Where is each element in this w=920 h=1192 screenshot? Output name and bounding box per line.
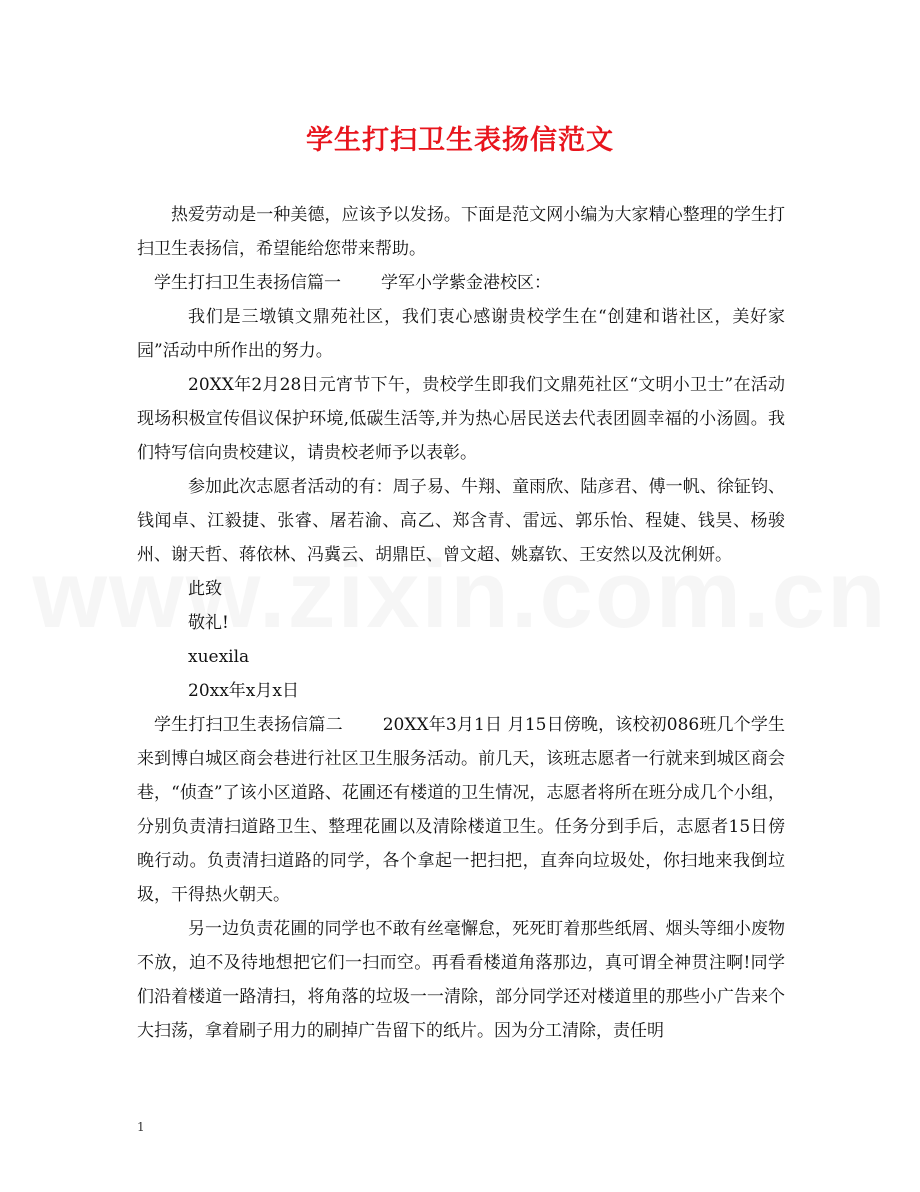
letter1-heading: 学生打扫卫生表扬信篇一 xyxy=(154,273,341,293)
page-number: 1 xyxy=(137,1120,145,1134)
letter1-heading-line xyxy=(137,266,785,300)
letter1-paragraph-3: 参加此次志愿者活动的有：周子易、牛翔、童雨欣、陆彦君、傅一帆、徐钲钧、钱闻卓、江毅捷、张睿、屠若渝、高乙、郑含青、雷远、郭乐怡、程婕、钱昊、杨骏州、谢天哲、蒋依林、冯冀云、胡鼎臣、曾文超、姚嘉钦、王安然以及沈俐妍。 xyxy=(137,477,785,565)
letter1-closing-2: 敬礼! xyxy=(188,613,229,633)
letter1-date: 20xx年x月x日 xyxy=(188,681,299,701)
document-body xyxy=(137,198,785,1048)
letter2-paragraph-1 xyxy=(137,708,785,912)
letter1-paragraph-2: 20XX年2月28日元宵节下午，贵校学生即我们文鼎苑社区“文明小卫士”在活动现场积极宣传倡议保护环境,低碳生活等,并为热心居民送去代表团圆幸福的小汤圆。我们特写信向贵校建议，请贵校老师予以表彰。 xyxy=(137,375,785,463)
letter2-heading: 学生打扫卫生表扬信篇二 xyxy=(154,715,343,735)
letter1-signature: xuexila xyxy=(188,647,250,667)
letter2-paragraph-1-text: 20XX年3月1日 月15日傍晚，该校初086班几个学生来到博白城区商会巷进行社区卫生服务活动。前几天，该班志愿者一行就来到城区商会巷，“侦查”了该小区道路、花圃还有楼道的卫生情况，志愿者将所在班分成几个小组，分别负责清扫道路卫生、整理花圃以及清除楼道卫生。任务分到手后，志愿者15日傍晚行动。负责清扫道路的同学，各个拿起一把扫把，直奔向垃圾处，你扫地来我倒垃圾，干得热火朝天。 xyxy=(137,715,785,905)
document-title: 学生打扫卫生表扬信范文 xyxy=(306,125,614,156)
letter2-paragraph-2: 另一边负责花圃的同学也不敢有丝毫懈怠，死死盯着那些纸屑、烟头等细小废物不放，迫不及待地想把它们一扫而空。再看看楼道角落那边，真可谓全神贯注啊!同学们沿着楼道一路清扫，将角落的垃圾一一清除，部分同学还对楼道里的那些小广告来个大扫荡，拿着刷子用力的刷掉广告留下的纸片。因为分工清除，责任明 xyxy=(137,919,785,1041)
letter1-salutation: 学军小学紫金港校区： xyxy=(381,273,551,293)
intro-paragraph: 热爱劳动是一种美德，应该予以发扬。下面是范文网小编为大家精心整理的学生打扫卫生表扬信，希望能给您带来帮助。 xyxy=(137,205,785,259)
letter1-paragraph-1: 我们是三墩镇文鼎苑社区，我们衷心感谢贵校学生在“创建和谐社区，美好家园”活动中所作出的努力。 xyxy=(137,307,785,361)
letter1-closing-1: 此致 xyxy=(188,579,222,599)
